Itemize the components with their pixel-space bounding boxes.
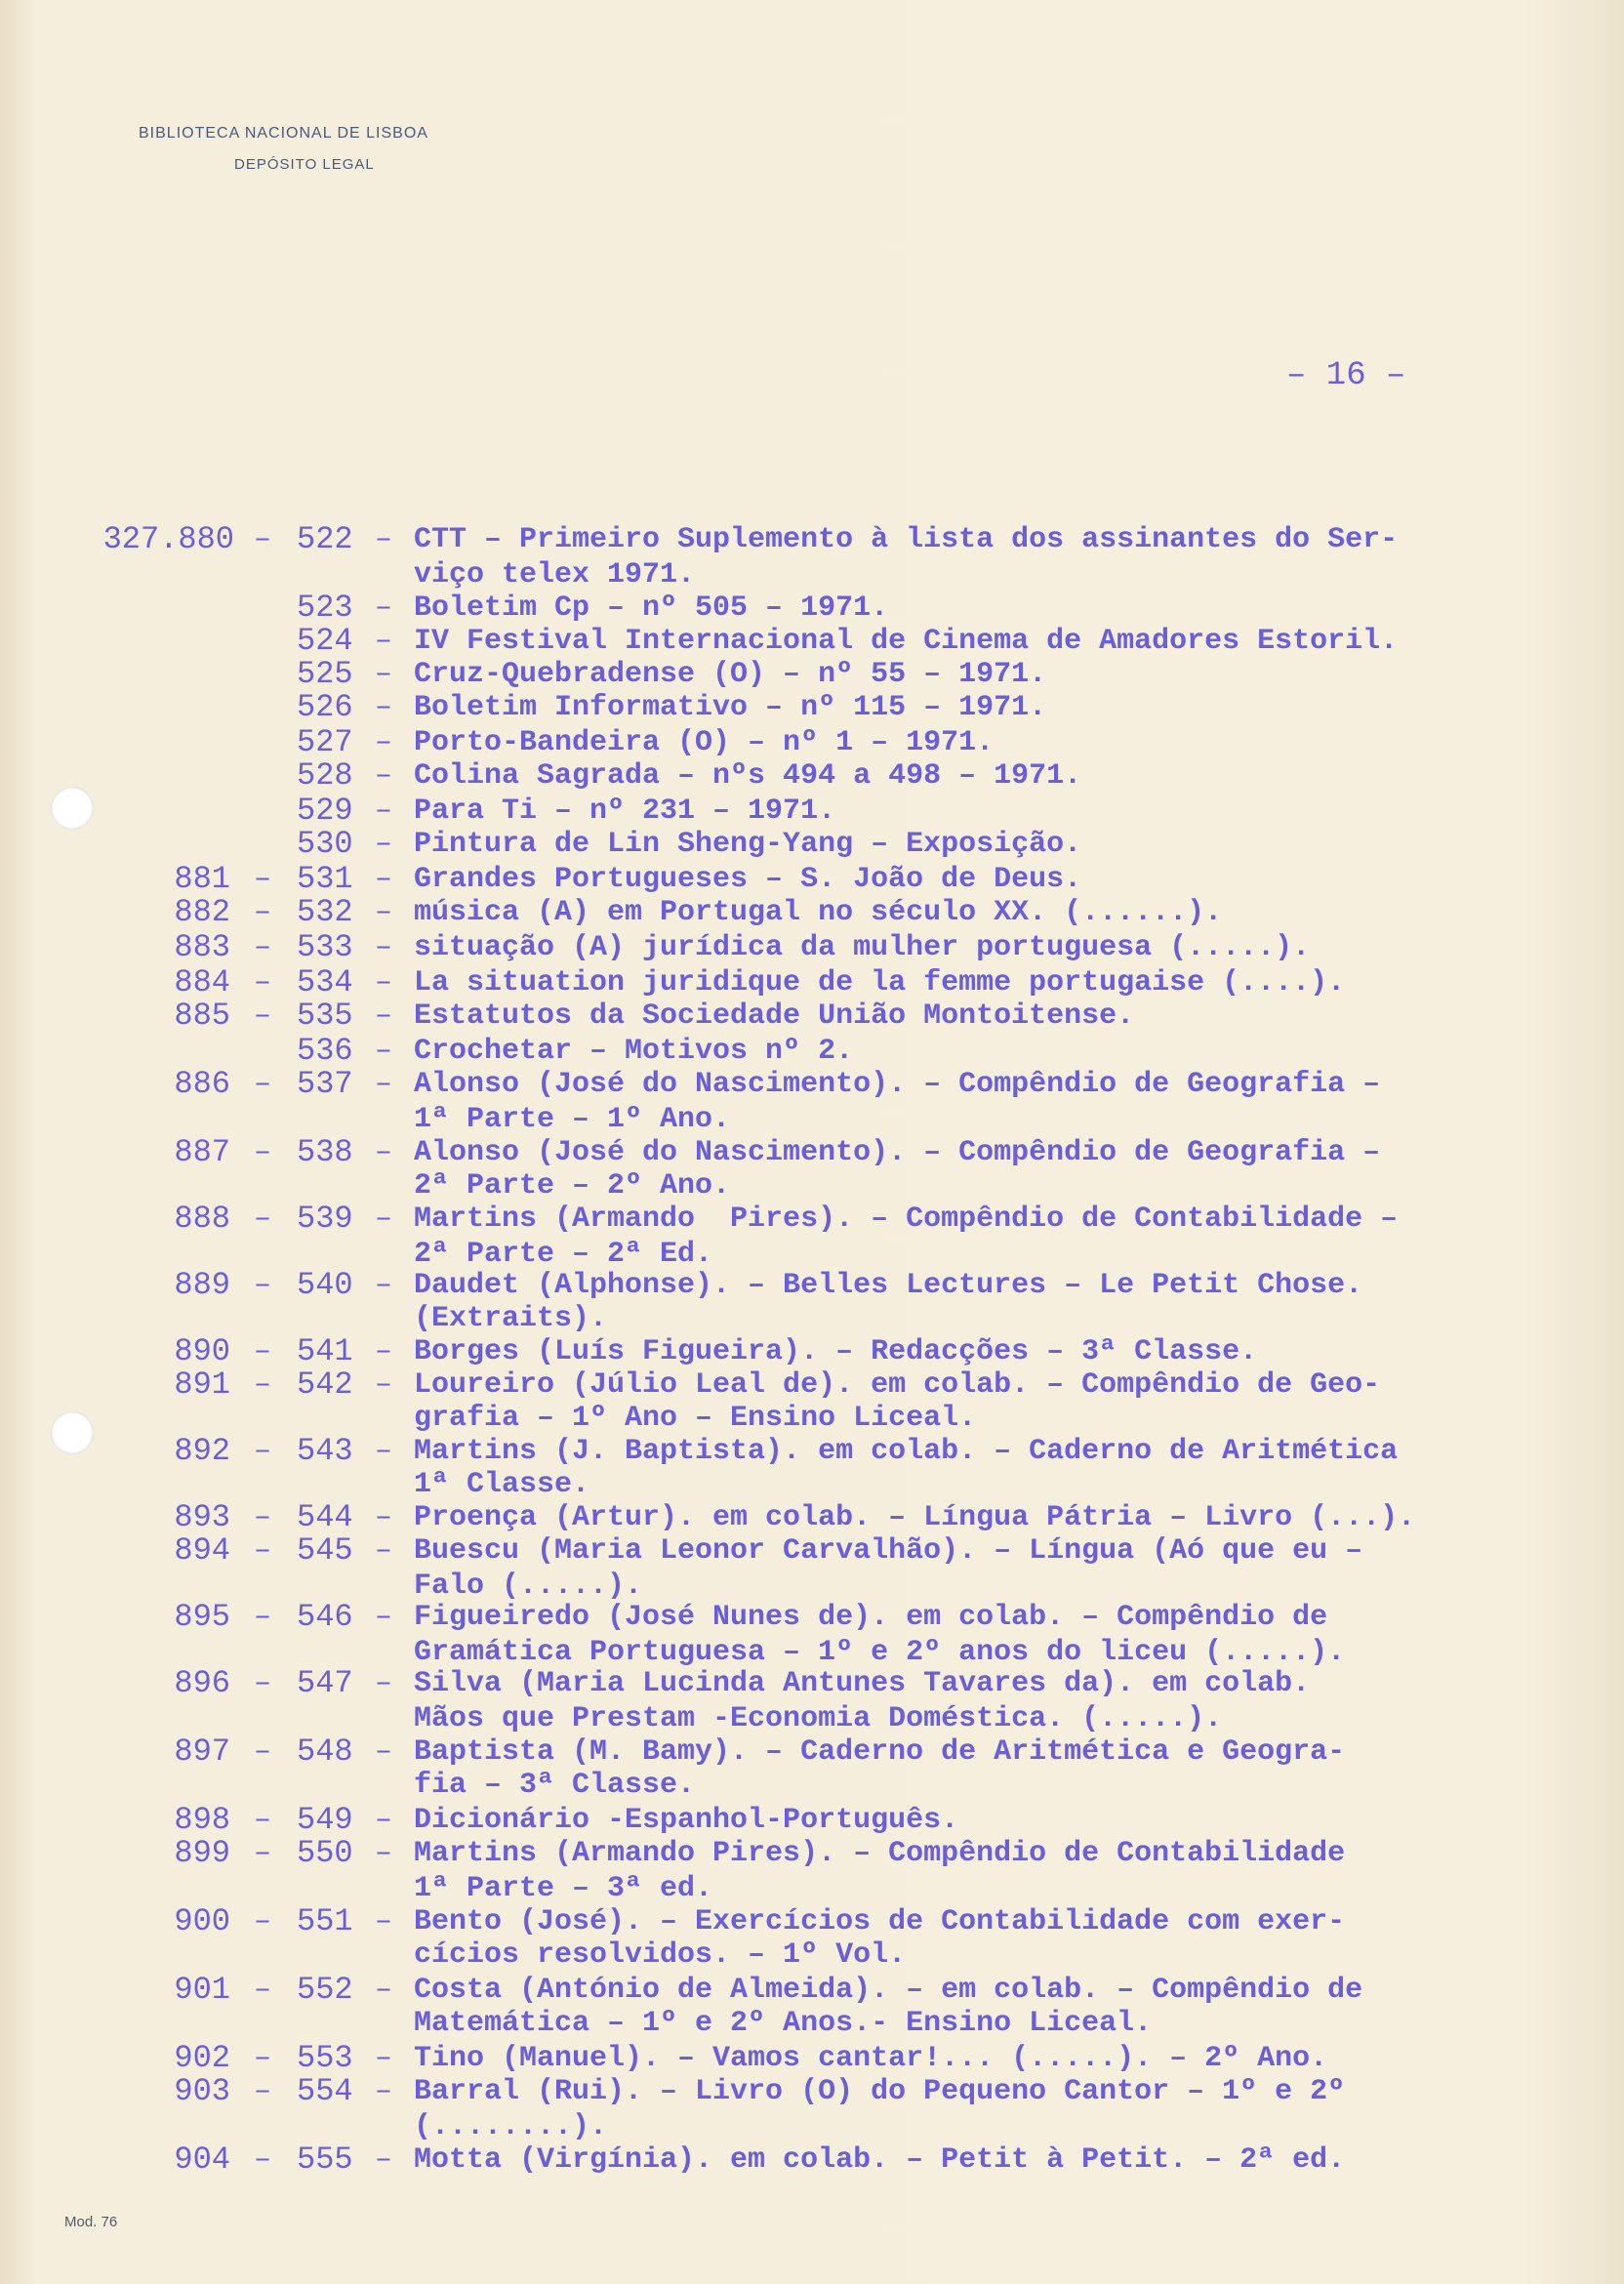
separator-dash: – (375, 1735, 393, 1769)
entry-registry-number: 881 (174, 861, 230, 897)
entry-sequence-number: 531 (297, 861, 353, 897)
separator-dash: – (254, 1435, 272, 1468)
entry-registry-number: 891 (174, 1366, 230, 1403)
entry-registry-number: 890 (174, 1333, 230, 1369)
separator-dash: – (375, 2042, 393, 2075)
entry-text: Cruz-Quebradense (O) – nº 55 – 1971. (414, 658, 1047, 691)
entry-text: Falo (.....). (414, 1570, 643, 1603)
separator-dash: – (254, 1269, 272, 1302)
entry-text: Proença (Artur). em colab. – Língua Pátria – Livro (...). (414, 1501, 1416, 1534)
separator-dash: – (375, 1269, 393, 1302)
separator-dash: – (375, 625, 393, 658)
separator-dash: – (254, 863, 272, 896)
entry-sequence-number: 543 (297, 1433, 353, 1469)
entry-registry-number: 886 (174, 1066, 230, 1102)
entry-text: Dicionário -Espanhol-Português. (414, 1804, 959, 1837)
entry-text: Alonso (José do Nascimento). – Compêndio de Geografia – (414, 1136, 1381, 1169)
entry-text: Pintura de Lin Sheng-Yang – Exposição. (414, 828, 1082, 861)
entry-text: Colina Sagrada – nºs 494 a 498 – 1971. (414, 759, 1082, 793)
separator-dash: – (375, 795, 393, 828)
entry-text: Costa (António de Almeida). – em colab. – Compêndio de (414, 1974, 1363, 2007)
entry-sequence-number: 525 (297, 656, 353, 692)
entry-text: fia – 3ª Classe. (414, 1769, 696, 1802)
entry-text: Alonso (José do Nascimento). – Compêndio de Geografia – (414, 1068, 1381, 1101)
entry-sequence-number: 552 (297, 1972, 353, 2008)
entry-registry-number: 327.880 (102, 521, 234, 557)
entry-registry-number: 893 (174, 1499, 230, 1535)
separator-dash: – (375, 691, 393, 724)
entry-sequence-number: 551 (297, 1903, 353, 1939)
entry-text: Borges (Luís Figueira). – Redacções – 3ª Classe. (414, 1335, 1258, 1368)
separator-dash: – (254, 999, 272, 1033)
separator-dash: – (375, 1368, 393, 1402)
entry-sequence-number: 528 (297, 757, 353, 794)
entry-registry-number: 897 (174, 1733, 230, 1770)
separator-dash: – (254, 1501, 272, 1534)
entry-registry-number: 903 (174, 2073, 230, 2109)
entry-sequence-number: 554 (297, 2073, 353, 2109)
separator-dash: – (254, 1735, 272, 1769)
separator-dash: – (254, 523, 272, 556)
entry-text: Boletim Informativo – nº 115 – 1971. (414, 691, 1047, 724)
entry-sequence-number: 544 (297, 1499, 353, 1535)
entry-text: La situation juridique de la femme portugaise (....). (414, 966, 1346, 999)
separator-dash: – (375, 523, 393, 556)
separator-dash: – (254, 2042, 272, 2075)
entry-text: Porto-Bandeira (O) – nº 1 – 1971. (414, 726, 995, 759)
separator-dash: – (254, 1837, 272, 1870)
entry-text: Grandes Portugueses – S. João de Deus. (414, 863, 1082, 896)
separator-dash: – (254, 1601, 272, 1634)
entry-registry-number: 894 (174, 1532, 230, 1569)
entry-registry-number: 883 (174, 929, 230, 965)
entry-text: Motta (Virgínia). em colab. – Petit à Petit. – 2ª ed. (414, 2143, 1346, 2177)
entry-registry-number: 902 (174, 2040, 230, 2076)
separator-dash: – (254, 1905, 272, 1938)
separator-dash: – (375, 2143, 393, 2177)
entry-text: 2ª Parte – 2º Ano. (414, 1169, 731, 1203)
entry-sequence-number: 534 (297, 964, 353, 1000)
entry-sequence-number: 542 (297, 1366, 353, 1403)
separator-dash: – (254, 1534, 272, 1568)
entry-text: Martins (Armando Pires). – Compêndio de Contabilidade – (414, 1203, 1399, 1236)
entry-sequence-number: 537 (297, 1066, 353, 1102)
separator-dash: – (375, 2075, 393, 2108)
separator-dash: – (375, 999, 393, 1033)
separator-dash: – (254, 2075, 272, 2108)
separator-dash: – (375, 1335, 393, 1368)
entry-sequence-number: 545 (297, 1532, 353, 1569)
entry-sequence-number: 555 (297, 2141, 353, 2178)
separator-dash: – (375, 1203, 393, 1236)
entry-sequence-number: 532 (297, 894, 353, 930)
entry-text: Estatutos da Sociedade União Montoitense. (414, 999, 1135, 1033)
entry-text: Barral (Rui). – Livro (O) do Pequeno Cantor – 1º e 2º (414, 2075, 1346, 2108)
entry-sequence-number: 540 (297, 1267, 353, 1303)
separator-dash: – (254, 896, 272, 929)
separator-dash: – (254, 1667, 272, 1700)
separator-dash: – (375, 1974, 393, 2007)
separator-dash: – (254, 1068, 272, 1101)
entry-registry-number: 895 (174, 1599, 230, 1635)
entry-text: Martins (Armando Pires). – Compêndio de Contabilidade (414, 1837, 1346, 1870)
entry-sequence-number: 541 (297, 1333, 353, 1369)
entry-sequence-number: 546 (297, 1599, 353, 1635)
entry-text: Figueiredo (José Nunes de). em colab. – Compêndio de (414, 1601, 1328, 1634)
entry-registry-number: 900 (174, 1903, 230, 1939)
entry-sequence-number: 522 (297, 521, 353, 557)
entry-text: 1ª Parte – 1º Ano. (414, 1103, 731, 1136)
entry-sequence-number: 539 (297, 1201, 353, 1237)
separator-dash: – (375, 1501, 393, 1534)
entry-text: Daudet (Alphonse). – Belles Lectures – Le Petit Chose. (414, 1269, 1363, 1302)
separator-dash: – (375, 931, 393, 964)
form-code: Mod. 76 (64, 2214, 118, 2230)
entry-sequence-number: 550 (297, 1835, 353, 1871)
entry-sequence-number: 535 (297, 998, 353, 1034)
page-number: – 16 – (1286, 357, 1406, 394)
entry-text: 1ª Classe. (414, 1468, 590, 1501)
punch-hole-bottom (51, 1411, 94, 1454)
entry-text: 1ª Parte – 3ª ed. (414, 1872, 713, 1905)
entry-sequence-number: 536 (297, 1033, 353, 1069)
entry-sequence-number: 553 (297, 2040, 353, 2076)
separator-dash: – (254, 1804, 272, 1837)
entry-text: cícios resolvidos. – 1º Vol. (414, 1938, 907, 1972)
separator-dash: – (254, 1203, 272, 1236)
separator-dash: – (375, 1435, 393, 1468)
separator-dash: – (375, 1068, 393, 1101)
entry-text: situação (A) jurídica da mulher portuguesa (.....). (414, 931, 1311, 964)
entry-registry-number: 889 (174, 1267, 230, 1303)
entry-registry-number: 882 (174, 894, 230, 930)
separator-dash: – (375, 726, 393, 759)
entry-text: (........). (414, 2110, 608, 2143)
entry-sequence-number: 529 (297, 793, 353, 829)
entry-registry-number: 888 (174, 1201, 230, 1237)
entry-registry-number: 904 (174, 2141, 230, 2178)
separator-dash: – (254, 931, 272, 964)
entry-text: música (A) em Portugal no século XX. (......). (414, 896, 1223, 929)
entry-sequence-number: 547 (297, 1665, 353, 1701)
entry-registry-number: 899 (174, 1835, 230, 1871)
entry-text: Gramática Portuguesa – 1º e 2º anos do liceu (.....). (414, 1636, 1346, 1669)
entry-text: (Extraits). (414, 1302, 608, 1335)
separator-dash: – (375, 828, 393, 861)
separator-dash: – (375, 1601, 393, 1634)
entry-sequence-number: 538 (297, 1134, 353, 1170)
separator-dash: – (254, 966, 272, 999)
legal-deposit-header: DEPÓSITO LEGAL (234, 156, 375, 173)
entry-sequence-number: 526 (297, 689, 353, 725)
separator-dash: – (375, 1136, 393, 1169)
separator-dash: – (375, 1035, 393, 1068)
entry-sequence-number: 523 (297, 590, 353, 626)
entry-registry-number: 896 (174, 1665, 230, 1701)
entry-text: Crochetar – Motivos nº 2. (414, 1035, 854, 1068)
entry-text: Mãos que Prestam -Economia Doméstica. (.....). (414, 1702, 1223, 1735)
separator-dash: – (375, 759, 393, 793)
separator-dash: – (254, 1335, 272, 1368)
separator-dash: – (375, 1534, 393, 1568)
entry-registry-number: 901 (174, 1972, 230, 2008)
entry-text: Baptista (M. Bamy). – Caderno de Aritmética e Geogra- (414, 1735, 1346, 1769)
entry-sequence-number: 548 (297, 1733, 353, 1770)
entry-registry-number: 884 (174, 964, 230, 1000)
separator-dash: – (254, 1974, 272, 2007)
separator-dash: – (375, 863, 393, 896)
entry-registry-number: 885 (174, 998, 230, 1034)
separator-dash: – (254, 1136, 272, 1169)
separator-dash: – (375, 1837, 393, 1870)
entry-text: Tino (Manuel). – Vamos cantar!... (.....). – 2º Ano. (414, 2042, 1328, 2075)
entry-text: Buescu (Maria Leonor Carvalhão). – Língua (Aó que eu – (414, 1534, 1363, 1568)
separator-dash: – (254, 2143, 272, 2177)
entry-text: CTT – Primeiro Suplemento à lista dos assinantes do Ser- (414, 523, 1399, 556)
entry-text: Boletim Cp – nº 505 – 1971. (414, 591, 889, 625)
separator-dash: – (375, 658, 393, 691)
entry-text: IV Festival Internacional de Cinema de Amadores Estoril. (414, 625, 1399, 658)
entry-text: Para Ti – nº 231 – 1971. (414, 795, 836, 828)
separator-dash: – (375, 1667, 393, 1700)
entry-text: grafia – 1º Ano – Ensino Liceal. (414, 1402, 977, 1435)
separator-dash: – (375, 966, 393, 999)
entry-sequence-number: 533 (297, 929, 353, 965)
entry-sequence-number: 530 (297, 826, 353, 862)
entry-registry-number: 887 (174, 1134, 230, 1170)
entry-registry-number: 892 (174, 1433, 230, 1469)
entry-sequence-number: 549 (297, 1802, 353, 1838)
entry-text: Loureiro (Júlio Leal de). em colab. – Compêndio de Geo- (414, 1368, 1381, 1402)
entry-text: viço telex 1971. (414, 558, 696, 591)
separator-dash: – (375, 896, 393, 929)
separator-dash: – (375, 1905, 393, 1938)
entry-sequence-number: 524 (297, 623, 353, 659)
punch-hole-top (51, 787, 94, 830)
library-header: BIBLIOTECA NACIONAL DE LISBOA (139, 125, 428, 142)
entry-text: 2ª Parte – 2ª Ed. (414, 1238, 713, 1271)
separator-dash: – (375, 1804, 393, 1837)
entry-text: Silva (Maria Lucinda Antunes Tavares da). em colab. (414, 1667, 1311, 1700)
entry-registry-number: 898 (174, 1802, 230, 1838)
entry-text: Bento (José). – Exercícios de Contabilidade com exer- (414, 1905, 1346, 1938)
entry-text: Matemática – 1º e 2º Anos.- Ensino Liceal. (414, 2007, 1153, 2040)
separator-dash: – (375, 591, 393, 625)
separator-dash: – (254, 1368, 272, 1402)
entry-sequence-number: 527 (297, 724, 353, 760)
entry-text: Martins (J. Baptista). em colab. – Caderno de Aritmética (414, 1435, 1399, 1468)
